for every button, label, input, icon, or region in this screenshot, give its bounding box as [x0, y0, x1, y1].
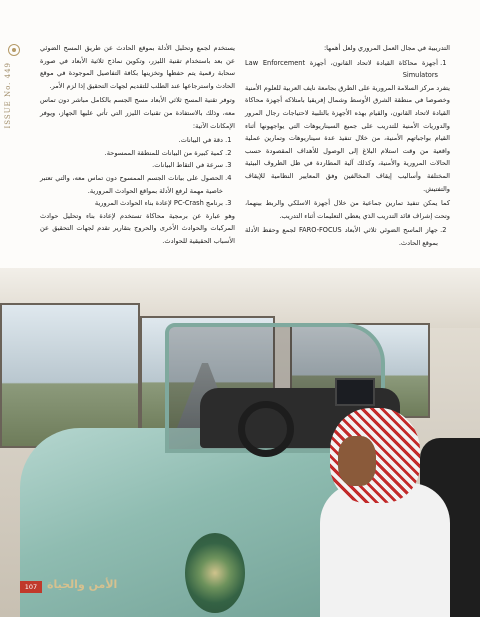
scanner-description: يستخدم لجمع وتحليل الأدلة بموقع الحادث عن طريق المسح الضوئي عن بعد باستخدام تقنية الليزر، وتكوين نماذج ثلاثية الأبعاد في صورة سحابة رقمية يتم حفظها وتخزينها بكافة التفاصيل الموجودة في موقع الحادث واسترجاعها عند الطلب للتقديم لجهات التحقيق إذا لزم الأمر.: [40, 44, 235, 90]
feature-item: 2. كمية كبيرة من البيانات للمنطقة الممسوحة.: [40, 147, 223, 160]
pc-crash-description: وهو عبارة عن برمجية محاكاة تستخدم لإعادة بناء وتحليل حوادث المركبات والحوادث الأخرى والحروج بتقارير تقدم لجهات التحقيق عن الأسباب الحقيقية للحوادث.: [40, 211, 235, 245]
simulator-description: يتفرد مركز السلامة المرورية على الطرق بجامعة نايف العربية للعلوم الأمنية وخصوصا في منطقة الشرق الأوسط وشمال إفريقيا بامتلاكه أجهزة محاكاة القيادة لاتحاد القانون، والقيام بهذه الأجهزة بالتلبية لاحتياجات رجال المرور والدوريات الأمنية للتدريب على جميع السيناريوهات التي يواجهونها أثناء القيام بواجباتهم الأمنية، من خلال تنفيذ عدة سيناريوهات وتمارين عملية واقعية من وقت استلام البلاغ إلى الوصول للأهداف المقصودة حسب الحالات المرورية والأمنية، وكذلك آلية المطاردة في ظل الظروف البيئية المختلفة وأساليب إيقاف المخالفين وفق المعايير النظامية للإيقاف والتفتيش.: [245, 83, 450, 193]
feature-item: 1. دقة في البيانات.: [40, 134, 223, 147]
left-column: [40, 42, 235, 250]
simulator-screen-left: [0, 303, 140, 448]
magazine-name: الأمن والحياة: [47, 578, 118, 591]
devices-list: [245, 57, 450, 82]
driver-body: [320, 483, 450, 617]
device-item-3: 3. برنامج PC-Crash لإعادة بناء الحوادث المرورية: [40, 197, 223, 210]
dashboard-screen: [335, 378, 375, 406]
issue-number: ISSUE No. 449: [4, 62, 12, 129]
features-list: [40, 134, 235, 197]
page-number: 107: [20, 581, 42, 593]
driving-simulator-photo: [0, 268, 480, 617]
door-emblem: [185, 533, 245, 613]
feature-item: 3. سرعة في التقاط البيانات.: [40, 159, 223, 172]
steering-wheel-icon: [238, 401, 294, 457]
scanner-capabilities-intro: وتوفر تقنية المسح ثلاثي الأبعاد مسح الجسم بالكامل مباشر دون تماس معه، وذلك بالاستفادة من تقنيات الليزر التي تأتي عليها الجهاز، ويوفر الإمكانات الآتية:: [40, 96, 235, 130]
issue-strip: [0, 0, 30, 260]
devices-list-continued: [245, 224, 450, 249]
group-exercises-paragraph: كما يمكن تنفيذ تمارين جماعية من خلال أجهزة الاسلكي والربط بينهما، وتحت إشراف قائد التدريب الذي يعطي التعليمات أثناء التدريب.: [245, 199, 450, 220]
magazine-emblem-icon: [8, 44, 20, 56]
intro-line: التدريبية في مجال العمل المروري ولعل أهمها:: [323, 44, 450, 52]
right-column: [245, 42, 450, 250]
devices-list-left: [40, 197, 235, 210]
driver-face: [338, 436, 376, 486]
feature-item: 4. الحصول على بيانات الجسم الممسوح دون تماس معه، والتي تعتبر خاصية مهمة لرفع الأدلة بمواقع الحوادث المرورية.: [40, 172, 223, 197]
device-item-2: 2. جهاز الماسح الضوئي ثلاثي الأبعاد FARO-FOCUS لجمع وحفظ الأدلة بموقع الحادث.: [245, 224, 438, 249]
device-item-1: 1. أجهزة محاكاة القيادة لاتحاد القانون، أجهزة Law Enforcement Simulators: [245, 57, 438, 82]
